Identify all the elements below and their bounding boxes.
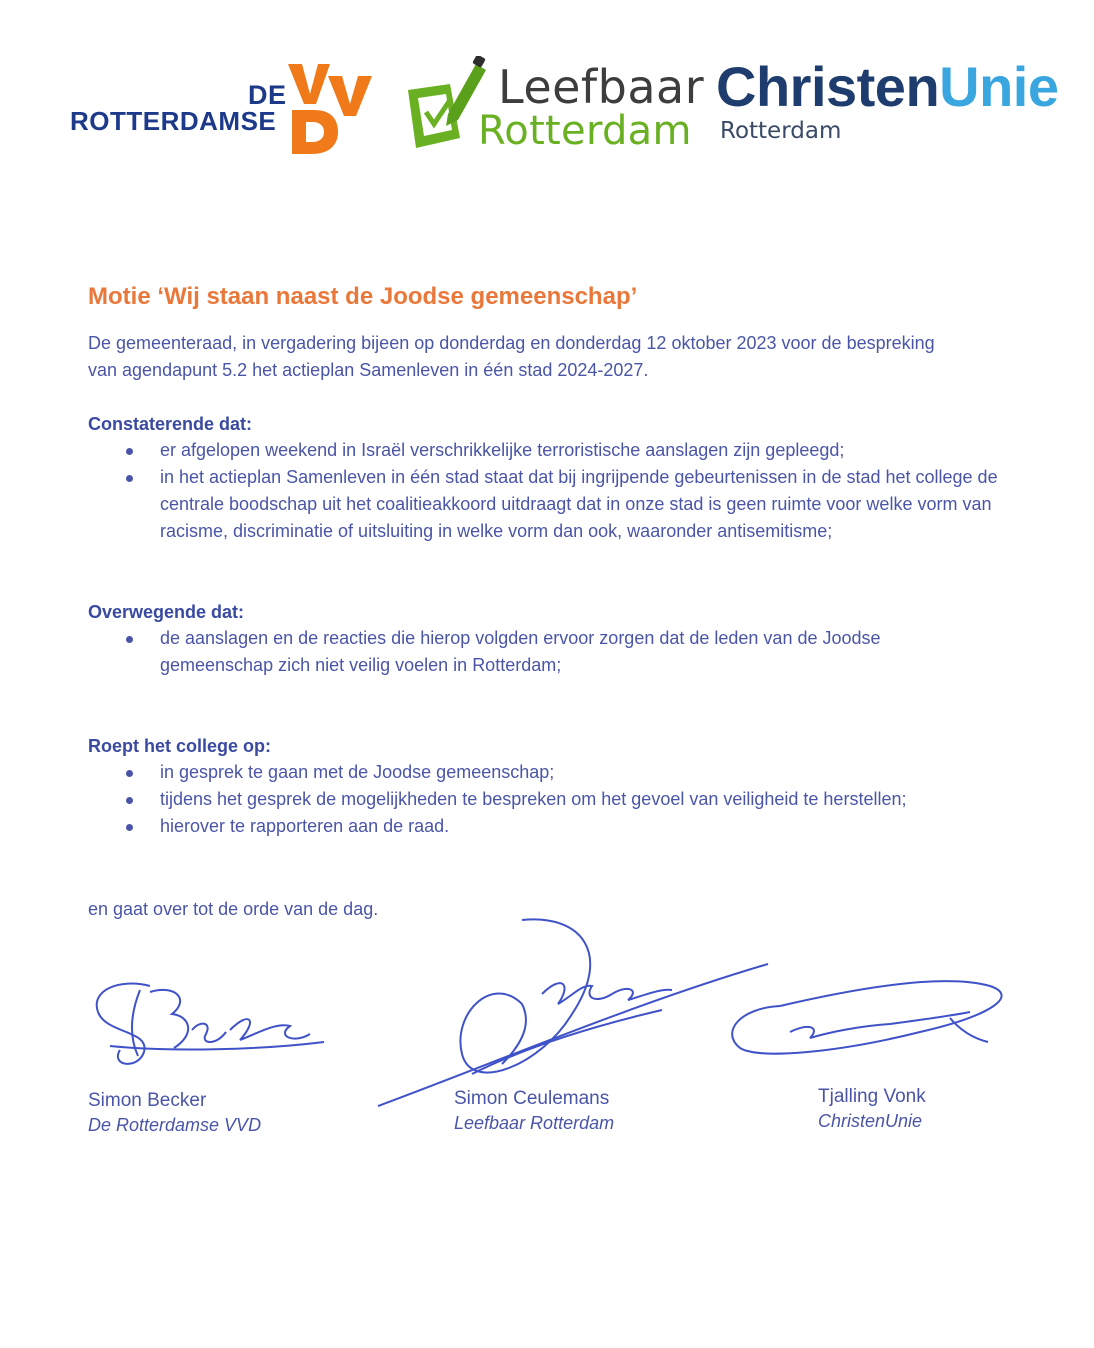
- signatory-party: ChristenUnie: [818, 1111, 923, 1131]
- bullet-icon: [126, 770, 133, 777]
- signature-vonk-icon: [720, 972, 1020, 1072]
- list-item: [88, 437, 998, 464]
- signatory-2: [454, 1088, 614, 1134]
- signatory-name: Simon Ceulemans: [454, 1088, 610, 1109]
- logo-vvd-rotterdamse: ROTTERDAMSE: [70, 106, 277, 136]
- list-item-text: in het actieplan Samenleven in één stad staat dat bij ingrijpende gebeurtenissen in de stad het college de centrale boodschap uit het coalitieakkoord uitdraagt dat in onze stad is geen ruimte voor welke vorm van racisme, discriminatie of uitsluiting in welke vorm dan ook, waaronder antisemitisme;: [160, 467, 998, 541]
- intro-paragraph: De gemeenteraad, in vergadering bijeen op donderdag en donderdag 12 oktober 2023 voor de bespreking van agendapunt 5.2 het actieplan Samenleven in één stad 2024-2027.: [88, 333, 935, 380]
- signatory-party: De Rotterdamse VVD: [88, 1115, 262, 1135]
- section-heading: Constaterende dat:: [88, 414, 253, 434]
- list-item: [88, 786, 1028, 813]
- closing-line: en gaat over tot de orde van de dag.: [88, 899, 379, 919]
- list-item-text: de aanslagen en de reacties die hierop volgden ervoor zorgen dat de leden van de Joodse gemeenschap zich niet veilig voelen in Rotterdam;: [160, 628, 881, 675]
- signatory-3: [818, 1086, 926, 1132]
- logo-cu-part1: Christen: [716, 55, 940, 118]
- list-item: [88, 813, 1028, 840]
- bullet-icon: [126, 475, 133, 482]
- logo-cu-part2: Unie: [939, 55, 1059, 118]
- bullet-list: [88, 625, 998, 679]
- signature-becker-icon: [80, 960, 340, 1080]
- logo-christenunie-title: [716, 54, 1059, 119]
- bullet-icon: [126, 448, 133, 455]
- bullet-icon: [126, 824, 133, 831]
- signatory-party: Leefbaar Rotterdam: [454, 1113, 615, 1133]
- motion-title: Motie ‘Wij staan naast de Joodse gemeenschap’: [88, 283, 638, 310]
- signatory-1: [88, 1090, 261, 1136]
- list-item: [88, 464, 998, 545]
- list-item: [88, 759, 1028, 786]
- bullet-icon: [126, 797, 133, 804]
- logo-leefbaar-line2: Rotterdam: [478, 108, 692, 154]
- signatory-name: Tjalling Vonk: [818, 1086, 926, 1107]
- vvd-mark-icon: [284, 60, 380, 156]
- list-item-text: tijdens het gesprek de mogelijkheden te bespreken om het gevoel van veiligheid te herstellen;: [160, 789, 907, 809]
- list-item: [88, 625, 998, 679]
- signatory-name: Simon Becker: [88, 1090, 207, 1111]
- list-item-text: er afgelopen weekend in Israël verschrikkelijke terroristische aanslagen zijn gepleegd;: [160, 440, 845, 460]
- bullet-icon: [126, 636, 133, 643]
- section-heading: Roept het college op:: [88, 736, 272, 756]
- section-overwegende: [88, 602, 998, 679]
- list-item-text: in gesprek te gaan met de Joodse gemeenschap;: [160, 762, 555, 782]
- logo-vvd-de: DE: [248, 80, 287, 110]
- signature-ceulemans-icon: [372, 914, 772, 1114]
- section-heading: Overwegende dat:: [88, 602, 245, 622]
- section-roept: [88, 736, 1028, 840]
- logo-christenunie-sub: Rotterdam: [720, 118, 842, 144]
- list-item-text: hierover te rapporteren aan de raad.: [160, 816, 450, 836]
- section-constaterende: [88, 414, 998, 545]
- logo-leefbaar-line1: Leefbaar: [498, 60, 705, 114]
- bullet-list: [88, 759, 1028, 840]
- bullet-list: [88, 437, 998, 545]
